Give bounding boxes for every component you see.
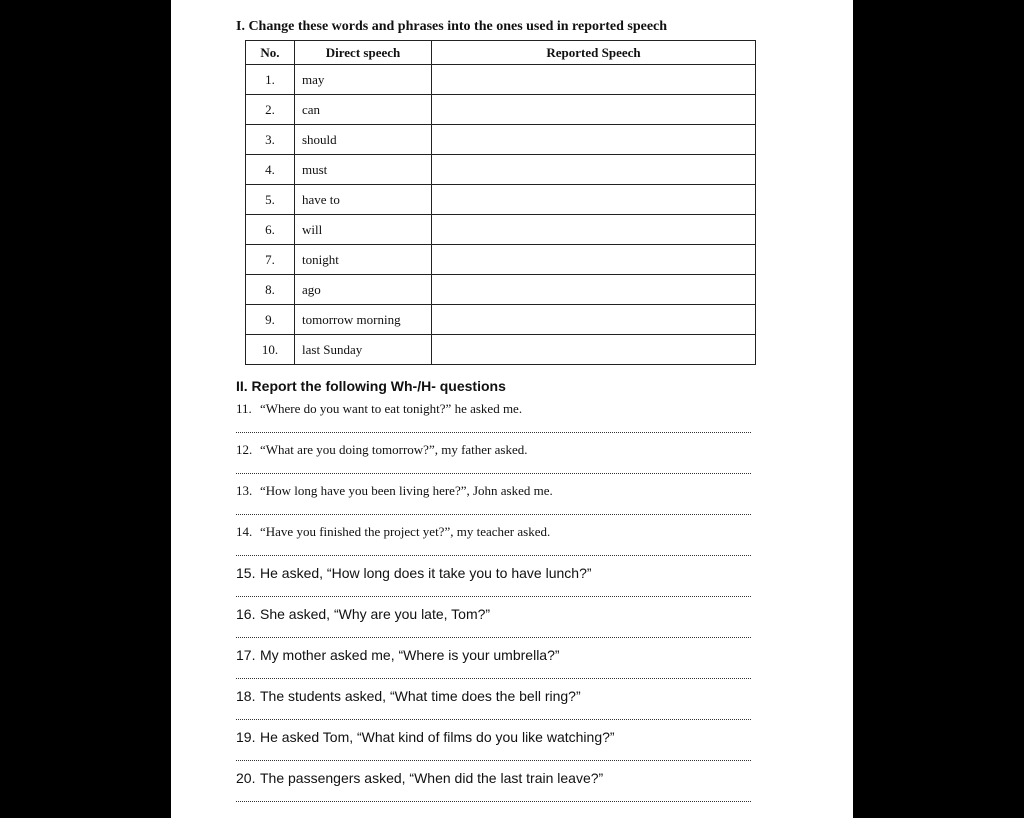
- answer-line[interactable]: [236, 719, 751, 720]
- question-number: 11.: [236, 401, 252, 416]
- reported-speech-cell[interactable]: [432, 125, 756, 155]
- answer-line[interactable]: [236, 432, 751, 433]
- question-number: 16.: [236, 606, 256, 622]
- answer-line[interactable]: [236, 555, 751, 556]
- question-item: [236, 524, 550, 540]
- row-number: 10.: [246, 335, 295, 365]
- direct-speech-cell: may: [295, 65, 432, 95]
- table-row: [246, 215, 756, 245]
- question-number: 17.: [236, 647, 256, 663]
- direct-speech-cell: will: [295, 215, 432, 245]
- question-text: He asked, “How long does it take you to have lunch?”: [260, 565, 592, 581]
- table-row: [246, 275, 756, 305]
- question-text: The students asked, “What time does the bell ring?”: [260, 688, 581, 704]
- row-number: 2.: [246, 95, 295, 125]
- reported-speech-cell[interactable]: [432, 305, 756, 335]
- direct-speech-cell: last Sunday: [295, 335, 432, 365]
- section-2-title: II. Report the following Wh-/H- questions: [236, 378, 506, 394]
- reported-speech-table: [245, 40, 756, 365]
- row-number: 1.: [246, 65, 295, 95]
- question-item: [236, 442, 527, 458]
- question-item: [236, 770, 603, 786]
- direct-speech-cell: have to: [295, 185, 432, 215]
- answer-line[interactable]: [236, 473, 751, 474]
- question-number: 20.: [236, 770, 256, 786]
- reported-speech-cell[interactable]: [432, 335, 756, 365]
- question-item: [236, 688, 581, 704]
- question-number: 15.: [236, 565, 256, 581]
- answer-line[interactable]: [236, 514, 751, 515]
- direct-speech-cell: tonight: [295, 245, 432, 275]
- row-number: 6.: [246, 215, 295, 245]
- question-text: He asked Tom, “What kind of films do you like watching?”: [260, 729, 615, 745]
- answer-line[interactable]: [236, 596, 751, 597]
- table-row: [246, 245, 756, 275]
- question-number: 18.: [236, 688, 256, 704]
- table-row: [246, 305, 756, 335]
- answer-line[interactable]: [236, 637, 751, 638]
- table-row: [246, 125, 756, 155]
- question-text: “How long have you been living here?”, John asked me.: [260, 483, 553, 498]
- row-number: 9.: [246, 305, 295, 335]
- answer-line[interactable]: [236, 678, 751, 679]
- reported-speech-cell[interactable]: [432, 275, 756, 305]
- row-number: 8.: [246, 275, 295, 305]
- direct-speech-cell: can: [295, 95, 432, 125]
- question-item: [236, 483, 553, 499]
- reported-speech-cell[interactable]: [432, 95, 756, 125]
- question-item: [236, 606, 490, 622]
- reported-speech-cell[interactable]: [432, 65, 756, 95]
- section-1-title: I. Change these words and phrases into the ones used in reported speech: [236, 19, 668, 34]
- reported-speech-cell[interactable]: [432, 245, 756, 275]
- question-number: 19.: [236, 729, 256, 745]
- answer-line[interactable]: [236, 801, 751, 802]
- question-text: The passengers asked, “When did the last train leave?”: [260, 770, 604, 786]
- direct-speech-cell: ago: [295, 275, 432, 305]
- question-item: [236, 647, 560, 663]
- question-number: 13.: [236, 483, 253, 498]
- table-row: [246, 335, 756, 365]
- header-no: No.: [246, 41, 295, 65]
- table-row: [246, 155, 756, 185]
- question-text: She asked, “Why are you late, Tom?”: [260, 606, 491, 622]
- row-number: 3.: [246, 125, 295, 155]
- question-item: [236, 401, 522, 417]
- table-header-row: [246, 41, 756, 65]
- question-item: [236, 565, 592, 581]
- worksheet-page: [171, 0, 853, 818]
- table-row: [246, 65, 756, 95]
- reported-speech-cell[interactable]: [432, 185, 756, 215]
- header-direct-speech: Direct speech: [295, 41, 432, 65]
- header-reported-speech: Reported Speech: [432, 41, 756, 65]
- answer-line[interactable]: [236, 760, 751, 761]
- direct-speech-cell: tomorrow morning: [295, 305, 432, 335]
- question-number: 14.: [236, 524, 253, 539]
- direct-speech-cell: should: [295, 125, 432, 155]
- question-text: “What are you doing tomorrow?”, my father asked.: [260, 442, 528, 457]
- reported-speech-cell[interactable]: [432, 155, 756, 185]
- question-number: 12.: [236, 442, 253, 457]
- row-number: 7.: [246, 245, 295, 275]
- question-item: [236, 729, 615, 745]
- reported-speech-cell[interactable]: [432, 215, 756, 245]
- question-text: “Where do you want to eat tonight?” he asked me.: [260, 401, 523, 416]
- row-number: 4.: [246, 155, 295, 185]
- question-text: My mother asked me, “Where is your umbrella?”: [260, 647, 560, 663]
- table-row: [246, 185, 756, 215]
- row-number: 5.: [246, 185, 295, 215]
- question-text: “Have you finished the project yet?”, my teacher asked.: [260, 524, 551, 539]
- direct-speech-cell: must: [295, 155, 432, 185]
- table-row: [246, 95, 756, 125]
